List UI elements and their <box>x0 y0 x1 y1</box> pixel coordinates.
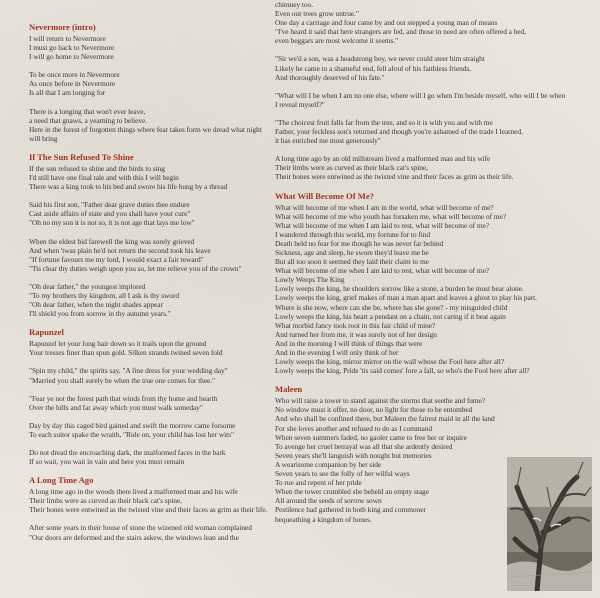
lyric-line: I'd still have one final tale and with this I will begin <box>29 173 179 183</box>
lyric-line: When the eldest bid farewell the king was sorely grieved <box>29 236 195 246</box>
stanza <box>29 448 274 466</box>
lyric-line: If so wait, you wait in vain and here you must remain <box>29 457 185 467</box>
lyric-line: Their bones were entwined as the twisted vine and their faces as grim as their life. <box>29 505 268 515</box>
stanza <box>29 70 274 97</box>
lyric-line: Over the hills and far away which you must walk someday" <box>29 402 203 412</box>
stanza <box>275 0 577 45</box>
song-title: Nevermore (intro) <box>29 22 96 32</box>
lyric-line: "Oh dear father, when the night shades appear <box>29 300 163 310</box>
stanza <box>29 107 274 143</box>
song-title: What Will Become Of Me? <box>275 190 374 201</box>
lyric-line: Lowly weeps the king, grief makes of man a man apart and leaves a ghost to play his part. <box>275 293 537 303</box>
lyric-line: Lowly Weeps The King <box>275 275 345 285</box>
stanza <box>29 421 274 439</box>
lyric-line: "Oh dear father," the youngest implored <box>29 281 146 291</box>
lyric-line: Said his first son, "Father dear grave duties thee endure <box>29 200 190 210</box>
lyric-line: Cast aside affairs of state and you shall have your cure" <box>29 209 191 219</box>
song-title: A Long Time Ago <box>29 475 94 486</box>
song-title: Rapunzel <box>29 327 64 338</box>
lyric-line: Father, your feckless son's returned and though you're ashamed of the trade I learned, <box>275 127 523 137</box>
lyric-line: "What will I be when I am no one else, where will I go when I'm beside myself, who will I be when <box>275 90 566 100</box>
lyric-line: Day by day this caged bird gained and swift the morrow came forsome <box>29 420 236 430</box>
lyric-line: Pestilence had gathered in both king and commoner <box>275 505 426 515</box>
song-rapunzel <box>29 327 274 466</box>
lyric-line: And thoroughly deserved of his fate." <box>275 72 385 82</box>
lyric-line: And turned her from me, it was surely not of her design <box>275 329 437 339</box>
lyric-line: To avenge her cruel betrayal was all that she ardently desired <box>275 441 453 451</box>
stanza <box>29 200 274 227</box>
lyric-line: Death held no fear for me though he was never far behind <box>275 238 444 248</box>
lyric-line: a need that gnaws, a yearning to believe. <box>29 115 148 125</box>
lyric-line: When the tower crumbled she beheld an empty stage <box>275 487 429 497</box>
stanza <box>275 118 577 145</box>
stanza <box>29 394 274 412</box>
stanza <box>29 339 274 357</box>
lyric-line: When seven summers faded, no gaoler came to free her or inquire <box>275 432 467 442</box>
lyric-line: Lowly weeps the king, mirror mirror on the wall whose the Fool here after all? <box>275 357 505 367</box>
stanza <box>275 203 577 376</box>
lyric-line: bequeathing a kingdom of bones. <box>275 514 372 524</box>
lyric-line: Lowly weeps the king, his heart a pendant on a chain, not caring if it beat again <box>275 311 506 321</box>
lyric-line: What will become of me when I am laid to rest, what will become of me? <box>275 266 490 276</box>
lyric-line: Even our trees grow untrue." <box>275 9 359 19</box>
lyric-line: Their limbs were as curved as their black cat's spine, <box>275 163 428 173</box>
lyric-line: Rapunzel let your long hair down so it trails upon the ground <box>29 339 207 349</box>
stanza <box>29 164 274 191</box>
lyric-line: And in the evening I will only think of her <box>275 348 399 357</box>
lyric-line: As once before in Nevermore <box>29 79 116 89</box>
lyric-line: "If fortune favours me my lord, I would exact a fair reward" <box>29 254 204 264</box>
lyric-line: "Sir we'd a son, was a headstrong boy, we never could steer him straight <box>275 54 485 64</box>
lyric-line: A long time ago by an old millstream lived a malformed man and his wife <box>275 154 491 164</box>
song-title: Maleen <box>275 384 303 395</box>
lyric-line: Likely he came to a shameful end, fell afoul of his faithless friends, <box>275 63 471 73</box>
lyric-line: A wearisome companion by her side <box>275 459 382 469</box>
lyric-line: I reveal myself?" <box>275 99 325 109</box>
left-column <box>29 22 274 551</box>
tree-photo-icon <box>507 457 592 591</box>
lyric-line: One day a carriage and four came by and out stepped a young man of means <box>275 18 498 28</box>
lyric-line: What will become of me when I am in the world, what will become of me? <box>275 202 494 212</box>
stanza <box>275 154 577 181</box>
lyric-line: Lowly weeps the king, Pride 'tis said comes' fore a fall, so who's the Fool here after all? <box>275 366 530 376</box>
lyric-line: What will become of me who youth has forsaken me, what will become of me? <box>275 211 506 221</box>
lyric-line: And who shall be confined there, but Maleen the fairest maid in all the land <box>275 414 495 424</box>
song-if-the-sun-refused-to-shine <box>29 152 274 318</box>
lyric-line: A long time ago in the woods there lived a malformed man and his wife <box>29 487 238 497</box>
right-column <box>275 0 577 533</box>
lyric-line: And when 'twas plain he'd not return the second took his leave <box>29 245 211 255</box>
lyric-line: But all too soon it seemed they laid their claim to me <box>275 257 429 267</box>
lyric-line: All around the seeds of sorrow sown <box>275 496 382 506</box>
lyric-line: Your tresses finer than spun gold. Silken strands twined seven fold <box>29 348 223 358</box>
lyric-line: "Tis clear thy duties weigh upon you so, let me relieve you of the crown" <box>29 263 242 273</box>
lyric-line: For she loves another and refused to do as I command <box>275 423 433 433</box>
song-a-long-time-ago <box>29 475 274 541</box>
lyric-line: "The choicest fruit falls far from the tree, and so it is with you and with me <box>275 117 493 127</box>
lyric-line: And in the morning I will think of things that were <box>275 338 423 348</box>
lyric-line: There is a longing that won't ever leave, <box>29 106 146 116</box>
winter-tree-photo <box>507 457 592 591</box>
lyric-line: chimney too. <box>275 0 313 9</box>
lyric-line: Their bones were entwined as the twisted vine and their faces as grim as their life. <box>275 172 514 182</box>
lyric-line: "To my brothers thy kingdom, all I ask is thy sword <box>29 290 180 300</box>
stanza <box>29 487 274 514</box>
lyric-line: "Our doors are deformed and the stairs askew, the windows lean and the <box>29 532 239 542</box>
stanza <box>29 282 274 318</box>
lyric-line: Is all that I am longing for <box>29 88 106 98</box>
lyric-line: Sickness, age and sleep, he swore they'd leave me be <box>275 247 429 257</box>
lyric-line: Where is she now, where can she be, where has she gone? - my misguided child <box>275 302 508 312</box>
stanza <box>275 54 577 81</box>
lyric-line: even beggars are most welcome it seems." <box>275 36 399 46</box>
lyric-line: What will become of me when I am laid to rest, what will become of me? <box>275 220 490 230</box>
stanza <box>275 91 577 109</box>
lyric-line: I must go back to Nevermore <box>29 43 115 53</box>
lyric-line: "Fear ye not the forest path that winds from thy home and hearth <box>29 393 218 403</box>
lyric-line: There was a king took to his bed and swore his life hung by a thread <box>29 182 228 192</box>
lyric-line: To be once more in Nevermore <box>29 70 120 80</box>
lyric-line: If the sun refused to shine and the birds to sing <box>29 163 165 173</box>
lyric-line: I wandered through this world, my fortune for to find <box>275 229 430 239</box>
lyric-line: "Spin my child," the spirits say, "A fine dress for your wedding day" <box>29 366 228 376</box>
lyric-line: No window must it offer, no door, no light for those to be entombed <box>275 405 473 415</box>
lyric-line: To each suitor spake the wraith, "Ride on, your child has lost her wits" <box>29 429 234 439</box>
lyric-line: Seven years to see the folly of her wilful ways <box>275 469 410 479</box>
lyric-line: Their limbs were as curved as their black cat's spine, <box>29 496 182 506</box>
song-what-will-become-of-me <box>275 191 577 376</box>
lyric-line: Seven years she'll languish with nought but memories <box>275 450 432 460</box>
lyric-line: Do not dread the encroaching dark, the malformed faces in the bark <box>29 448 226 457</box>
stanza <box>29 523 274 541</box>
song-nevermore-intro <box>29 22 274 143</box>
lyric-line: Lowly weeps the king, he shoulders sorrow like a stone, a burden he must bear alone. <box>275 284 524 294</box>
lyric-line: I'll shield you from sorrow in thy autumn years." <box>29 309 171 319</box>
lyric-line: I will go home to Nevermore <box>29 52 114 62</box>
stanza <box>29 34 274 61</box>
stanza <box>29 237 274 273</box>
lyric-line: it has enriched me most generously" <box>275 136 381 146</box>
lyric-line: "I've heard it said that here strangers are fed, and those in need are often offered a bed, <box>275 27 527 37</box>
lyric-line: What morbid fancy took root in this fair child of mine? <box>275 320 436 330</box>
lyric-line: Here in the forest of forgotten things where fear takes form we dread what night will bring <box>29 124 262 143</box>
lyric-line: "Oh no my son it is not so, it is not age that lays me low" <box>29 218 195 228</box>
lyric-line: "Married you shall surely be when the true one comes for thee." <box>29 375 215 385</box>
lyric-line: To rue and repent of her pride <box>275 478 362 488</box>
song-title: If The Sun Refused To Shine <box>29 151 134 162</box>
lyric-line: Who will raise a tower to stand against the storms that seethe and fume? <box>275 396 486 406</box>
stanza <box>29 366 274 384</box>
lyric-line: After some years in their house of stone the wizened old woman complained <box>29 523 252 533</box>
lyric-line: I will return to Nevermore <box>29 34 106 43</box>
